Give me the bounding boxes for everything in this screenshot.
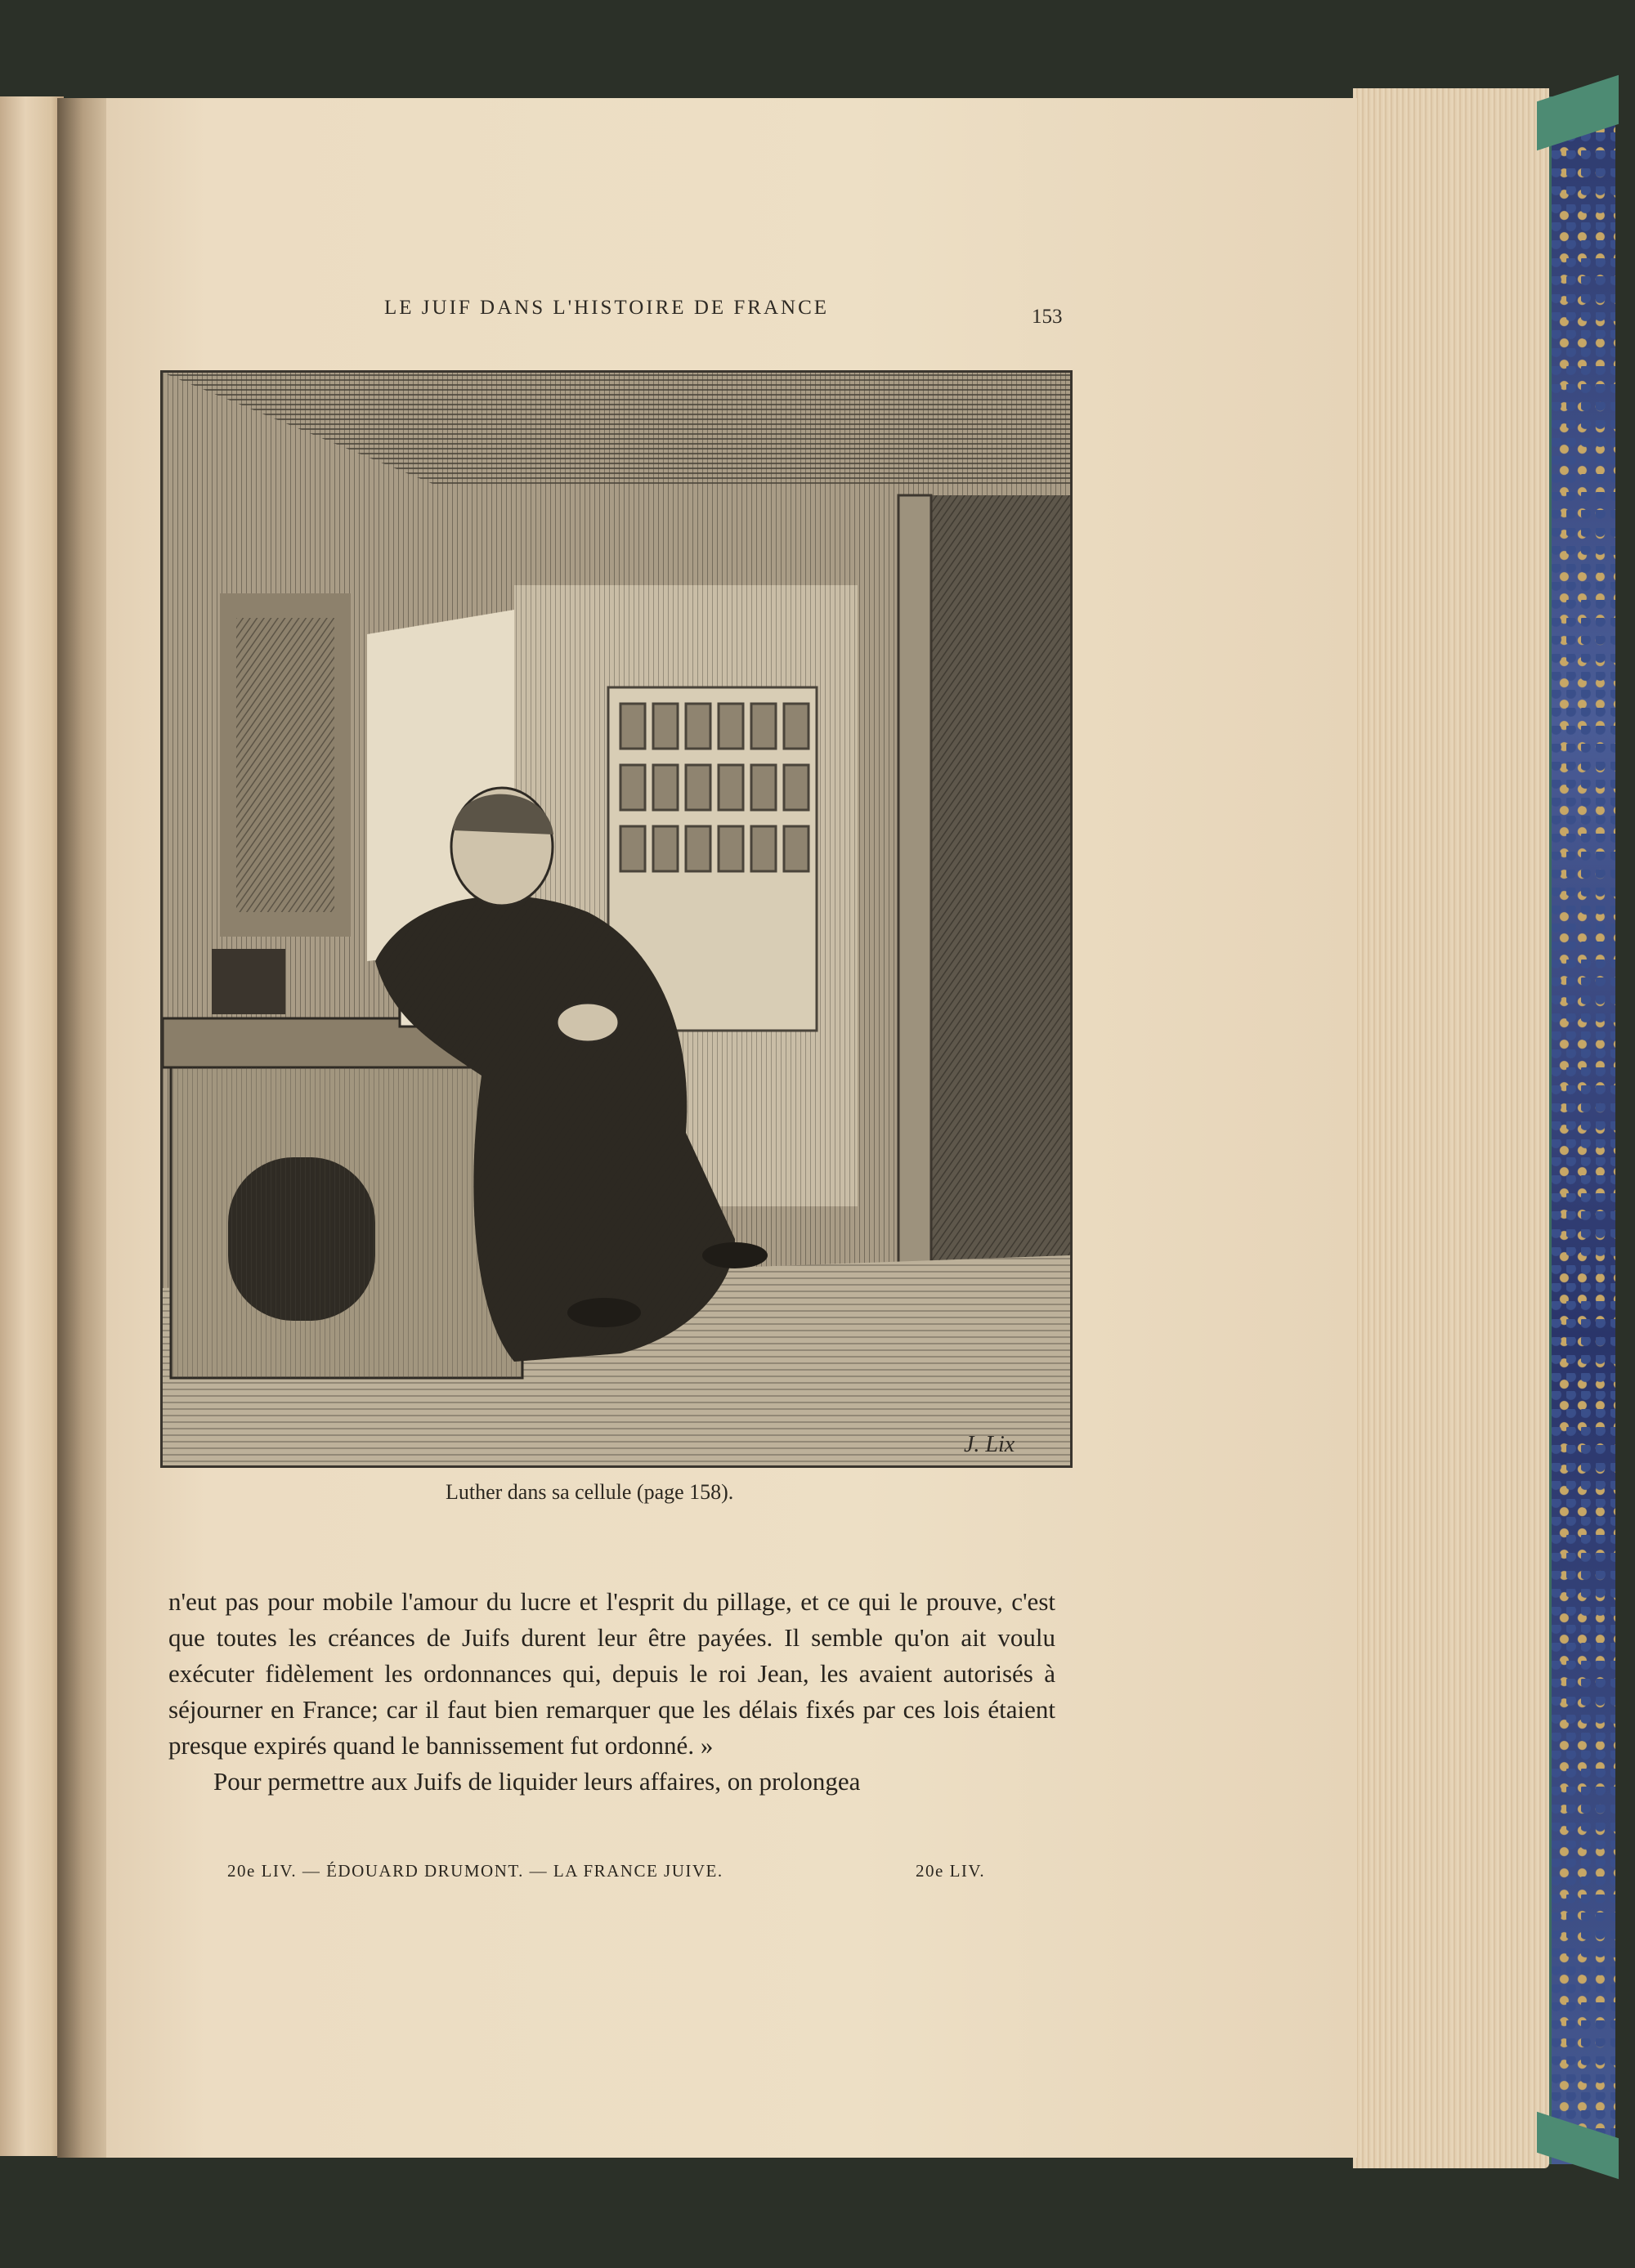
footer-signature-left: 20e LIV. — ÉDOUARD DRUMONT. — LA FRANCE JUIVE. — [227, 1861, 723, 1881]
engraver-signature: J. Lix — [964, 1432, 1015, 1457]
paragraph-1: n'eut pas pour mobile l'amour du lucre et l'esprit du pillage, et ce qui le prouve, c'est que toutes les créances de Juifs durent leur être payées. Il semble qu'on ait voulu exécuter fidèlement les ordonnances qui, depuis le roi Jean, les avaient autorisés à séjourner en France; car il faut bien remarquer que les délais fixés par ces lois étaient presque expirés quand le bannissement fut ordonné. » — [168, 1587, 1055, 1760]
body-text — [168, 1584, 1055, 1800]
page-number: 153 — [1032, 306, 1063, 328]
marbled-cover-edge — [1549, 96, 1615, 2164]
left-facing-page — [0, 96, 64, 2156]
page-block-edge — [1353, 88, 1549, 2168]
paragraph-2: Pour permettre aux Juifs de liquider leurs affaires, on prolongea — [213, 1767, 861, 1796]
illustration-caption: Luther dans sa cellule (page 158). — [446, 1480, 734, 1504]
engraving-illustration — [160, 370, 1073, 1468]
running-title: LE JUIF DANS L'HISTOIRE DE FRANCE — [384, 297, 830, 319]
footer-signature-right: 20e LIV. — [916, 1861, 986, 1881]
